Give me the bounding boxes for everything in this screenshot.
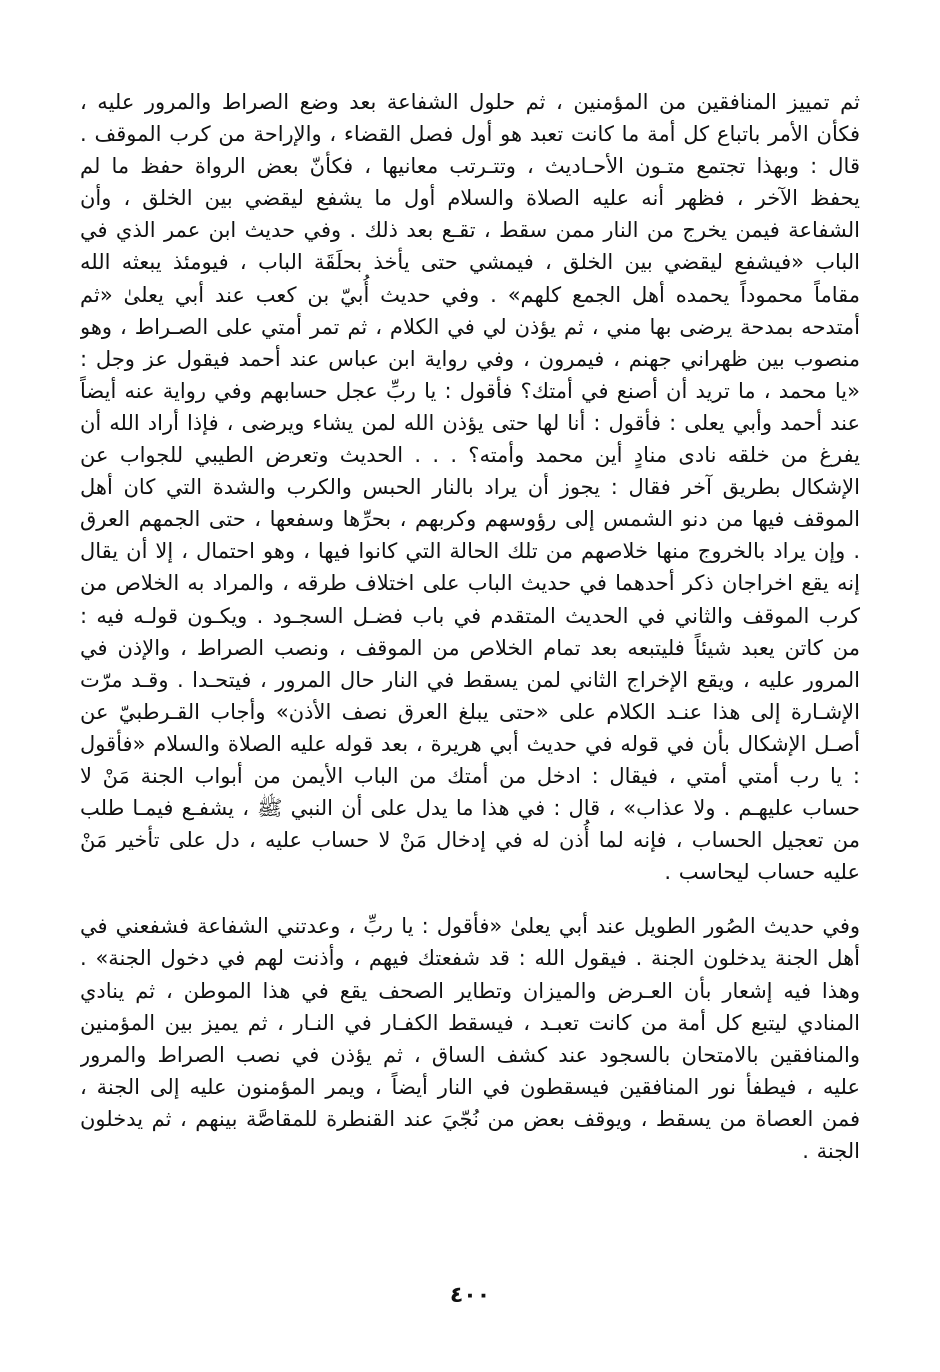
page-number: ٤٠٠	[449, 1283, 491, 1308]
paragraph-1: ثم تمييز المنافقين من المؤمنين ، ثم حلول الشفاعة بعد وضع الصراط والمرور عليه ، فكأن الأمر باتباع كل أمة ما كانت تعبد هو أول فصل القضاء ، والإراحة من كرب الموقف . قال : وبهذا تجتمع متـون الأحـاديث ، وتتـرتب معانيها ، فكأنّ بعض الرواة حفظ ما لم يحفظ الآخر ، فظهر أنه عليه الصلاة والسلام أول ما يشفع ليقضي بين الخلق ، وأن الشفاعة فيمن يخرج من النار ممن سقط ، تقـع بعد ذلك . وفي حديث ابن عمر الذي في الباب «فيشفع ليقضي بين الخلق ، فيمشي حتى يأخذ بحلَقَة الباب ، فيومئذ يبعثه الله مقاماً محموداً يحمده أهل الجمع كلهم» . وفي حديث أُبيّ بن كعب عند أبي يعلىٰ «ثم أمتدحه بمدحة يرضى بها مني ، ثم يؤذن لي في الكلام ، ثم تمر أمتي على الصـراط ، وهو منصوب بين ظهراني جهنم ، فيمرون ، وفي رواية ابن عباس عند أحمد فيقول عز وجل : «يا محمد ، ما تريد أن أصنع في أمتك؟ فأقول : يا ربِّ عجل حسابهم وفي رواية عنه أيضاً عند أحمد وأبي يعلى : فأقول : أنا لها حتى يؤذن الله لمن يشاء ويرضى ، فإذا أراد الله أن يفرغ من خلقه نادى منادٍ أين محمد وأمته؟ . . . الحديث وتعرض الطيبي للجواب عن الإشكال بطريق آخر فقال : يجوز أن يراد بالنار الحبس والكرب والشدة التي كان أهل الموقف فيها من دنو الشمس إلى رؤوسهم وكربهم ، بحرِّها وسفعها ، حتى الجمهم العرق . وإن يراد بالخروج منها خلاصهم من تلك الحالة التي كانوا فيها ، وهو احتمال ، إلا أن يقال إنه يقع اخراجان ذكر أحدهما في حديث الباب على اختلاف طرقه ، والمراد به الخلاص من كرب الموقف والثاني في الحديث المتقدم في باب فضـل السجـود . ويكـون قولـه فيه : من كاتن يعبد شيئاً فليتبعه بعد تمام الخلاص من الموقف ، ونصب الصراط ، والإذن في المرور عليه ، ويقع الإخراج الثاني لمن يسقط في النار حال المرور ، فيتحـدا . وقـد مرّت الإشـارة إلى هذا عنـد الكلام على «حتى يبلغ العرق نصف الأذن» وأجاب القـرطبيّ عن أصـل الإشكال بأن في قوله في حديث أبي هريرة ، بعد قوله عليه الصلاة والسلام «فأقول : يا رب أمتي أمتي ، فيقال : ادخل من أمتك من الباب الأيمن من أبواب الجنة مَنْ لا حساب عليهـم . ولا عذاب» ، قال : في هذا ما يدل على أن النبي ﷺ ، يشفـع فيمـا طلب من تعجيل الحساب ، فإنه لما أُذن له في إدخال مَنْ لا حساب عليه ، دل على تأخير مَنْ عليه حساب ليحاسب .	[80, 90, 860, 885]
paragraph-2: وفي حديث الصُور الطويل عند أبي يعلىٰ «فأقول : يا ربِّ ، وعدتني الشفاعة فشفعني في أهل الجنة يدخلون الجنة . فيقول الله : قد شفعتك فيهم ، وأذنت لهم في دخول الجنة» . وهذا فيه إشعار بأن العـرض والميزان وتطاير الصحف يقع في هذا الموطن ، ثم ينادي المنادي ليتبع كل أمة من كانت تعبـد ، فيسقط الكفـار في النـار ، ثم يميز بين المؤمنين والمنافقين بالامتحان بالسجود عند كشف الساق ، ثم يؤذن في نصب الصراط والمرور عليه ، فيطفأ نور المنافقين فيسقطون في النار أيضاً ، ويمر المؤمنون عليه إلى الجنة ، فمن العصاة من يسقط ، ويوقف بعض من نُجّيَ عند القنطرة للمقاصَّة بينهم ، ثم يدخلون الجنة .	[80, 914, 860, 1163]
page-body	[80, 86, 860, 1286]
